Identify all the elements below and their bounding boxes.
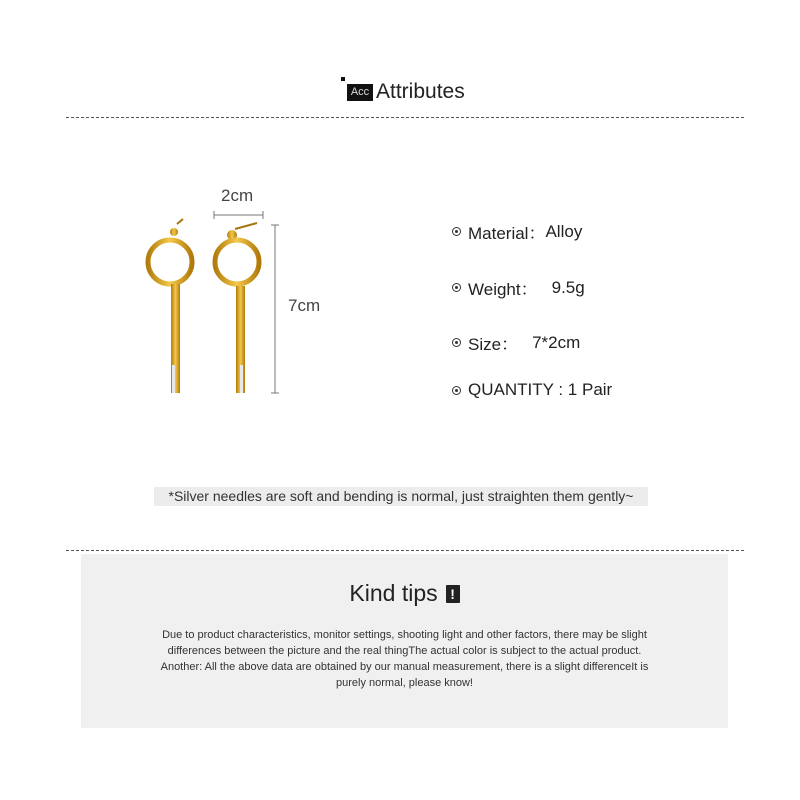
spec-value: 7*2cm <box>532 332 581 352</box>
spec-size <box>452 330 580 355</box>
title-badge: Acc <box>347 84 373 101</box>
page-title: Attributes <box>376 80 465 103</box>
spec-quantity <box>452 380 612 400</box>
spec-value: 9.5g <box>551 277 585 297</box>
bullet-icon <box>452 227 461 236</box>
tips-body <box>111 627 698 691</box>
divider-top <box>66 117 744 118</box>
width-label: 2cm <box>221 186 254 205</box>
spec-label: QUANTITY : 1 Pair <box>468 380 613 399</box>
tips-panel <box>81 554 728 728</box>
spec-label: Size： <box>468 335 519 354</box>
height-label: 7cm <box>288 296 321 315</box>
tips-heading <box>81 580 728 607</box>
tips-title: Kind tips <box>349 580 438 606</box>
tips-line: Another: All the above data are obtained by our manual measurement, there is a slight differenceIt is <box>160 661 649 673</box>
spec-label: Material： <box>468 224 546 243</box>
spec-material <box>452 219 582 244</box>
divider-bottom <box>66 550 744 551</box>
earring-left <box>148 219 192 393</box>
spec-weight <box>452 275 585 300</box>
bullet-icon <box>452 338 461 347</box>
earring-right <box>215 223 259 393</box>
tips-line: purely normal, please know! <box>336 677 473 689</box>
bullet-icon <box>452 386 461 395</box>
spec-value: Alloy <box>545 221 583 241</box>
tips-line: differences between the picture and the real thingThe actual color is subject to the actual product. <box>167 645 642 657</box>
spec-label: Weight： <box>468 280 538 299</box>
title-marker <box>341 77 345 81</box>
care-note: *Silver needles are soft and bending is normal, just straighten them gently~ <box>154 487 648 506</box>
earrings-illustration <box>130 205 300 405</box>
exclamation-icon: ! <box>446 585 460 603</box>
dimension-lines <box>214 211 279 393</box>
tips-line: Due to product characteristics, monitor settings, shooting light and other factors, there may be slight <box>162 629 647 641</box>
bullet-icon <box>452 283 461 292</box>
